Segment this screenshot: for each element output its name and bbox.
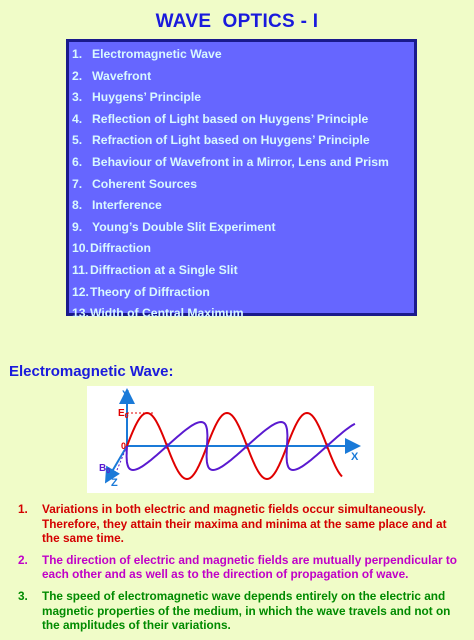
key-point-number: 1.: [18, 502, 28, 516]
topic-number: 10.: [72, 241, 89, 256]
topic-label: Wavefront: [92, 68, 152, 83]
topic-item: [69, 195, 414, 217]
key-point: [14, 502, 466, 546]
topic-number: 4.: [72, 111, 83, 126]
key-point-number: 3.: [18, 588, 28, 603]
page-title: WAVE OPTICS - I: [155, 11, 319, 32]
key-points-list: [14, 502, 466, 640]
topic-label: Huygens’ Principle: [92, 90, 202, 105]
topic-label: Reflection of Light based on Huygens’ Principle: [92, 111, 369, 126]
topic-item: [69, 174, 414, 196]
topics-list: [69, 42, 414, 325]
topic-number: 7.: [72, 176, 83, 191]
x-axis-label: X: [351, 451, 359, 463]
topic-item: [69, 109, 414, 131]
topic-label: Electromagnetic Wave: [92, 47, 222, 61]
key-point-text: Variations in both electric and magnetic fields occur simultaneously. Therefore, they attain their maxima and minima at the same place and at the same time.: [42, 502, 447, 546]
topic-label: Behaviour of Wavefront in a Mirror, Lens and Prism: [92, 154, 389, 169]
topic-label: Coherent Sources: [92, 176, 197, 191]
topic-item: [69, 282, 414, 304]
topic-number: 3.: [72, 90, 83, 105]
topic-number: 2.: [72, 68, 83, 83]
topic-item: [69, 260, 414, 282]
topic-label: Interference: [92, 198, 162, 213]
topics-list-box: [66, 39, 417, 321]
topic-label: Width of Central Maximum: [90, 306, 244, 321]
key-point: [14, 553, 466, 582]
topic-item: [69, 217, 414, 239]
topic-label: Diffraction at a Single Slit: [90, 262, 238, 277]
key-point-text: The direction of electric and magnetic fields are mutually perpendicular to each other and as well as to the direction of propagation of wave.: [42, 552, 457, 582]
em-wave-svg: [87, 386, 374, 493]
section-heading: Electromagnetic Wave:: [9, 363, 174, 380]
origin-label: 0: [121, 441, 127, 451]
topic-item: [69, 44, 414, 66]
topic-number: 8.: [72, 198, 83, 213]
topic-label: Young’s Double Slit Experiment: [92, 219, 276, 234]
em-wave-diagram: [87, 386, 374, 493]
e0-label: $E_0$: [118, 408, 129, 420]
topic-number: 6.: [72, 154, 83, 169]
topic-number: 5.: [72, 133, 83, 148]
topic-item: [69, 238, 414, 260]
topic-number: 12.: [72, 284, 89, 299]
topic-label: Diffraction: [90, 241, 151, 256]
b0-label: $B_0$: [99, 463, 111, 475]
topic-label: Refraction of Light based on Huygens’ Principle: [92, 133, 370, 148]
topic-label: Theory of Diffraction: [90, 284, 210, 299]
z-axis-label: Z: [111, 477, 118, 489]
key-point: [14, 589, 466, 633]
topic-item: [69, 303, 414, 325]
topic-item: [69, 66, 414, 88]
topic-item: [69, 87, 414, 109]
topic-item: [69, 152, 414, 174]
topic-number: 11.: [72, 262, 89, 277]
topic-number: 9.: [72, 219, 83, 234]
topic-number: 1.: [72, 47, 83, 61]
y-axis-label: Y: [122, 389, 130, 401]
key-point-number: 2.: [18, 552, 28, 567]
topic-number: 13.: [72, 306, 89, 321]
key-point-text: The speed of electromagnetic wave depends entirely on the electric and magnetic properties of the medium, in which the wave travels and not on the amplitudes of their variations.: [42, 588, 451, 633]
topic-item: [69, 130, 414, 152]
